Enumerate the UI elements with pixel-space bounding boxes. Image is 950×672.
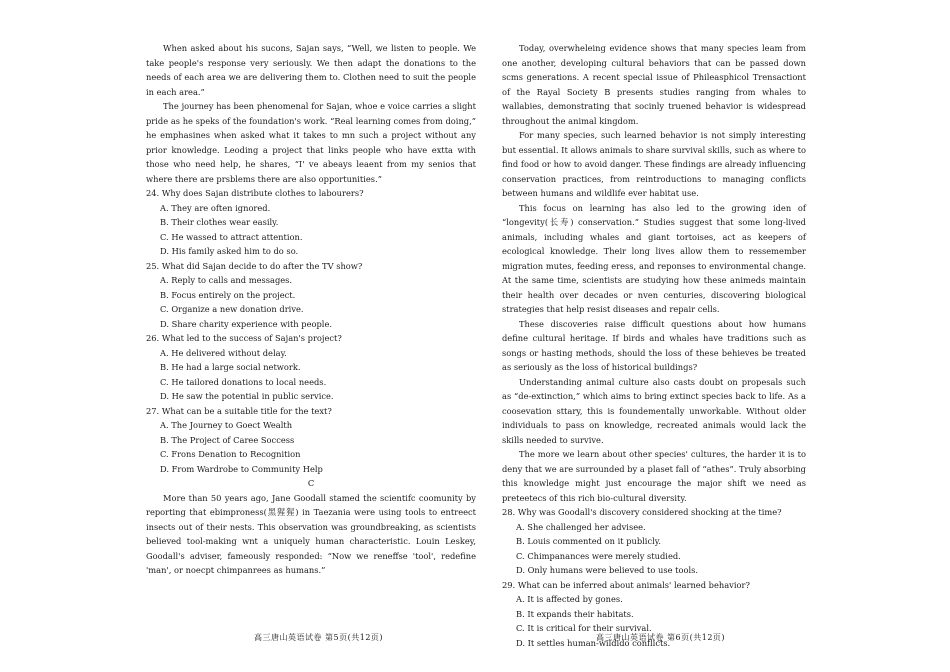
question-25-option-a: A. Reply to calls and messages. [160,275,293,285]
question-26-option-b: B. He had a large social network. [160,362,301,372]
question-25-option-d: D. Share charity experience with people. [160,318,333,329]
question-26-option-a: A. He delivered without delay. [160,347,287,358]
left-page-column [146,41,476,616]
question-27-option-b: B. The Project of Caree Soccess [160,434,295,445]
section-label-c: C [307,478,315,488]
question-29-option-b: B. It expands their habitats. [516,608,634,619]
passage-b-paragraph-2: The journey has been phenomenal for Sajan, whoe e voice carries a slight pride as he speks of the foundation's work. “Real learning comes from doing,” he emphasines when asked what it takes to mn such a project without any prior knowledge. Leoding a project that links people who have extta with those who need help, he shares, “I' ve abeays leaent from my senios that where there are prsblems there are also opportunities.” [146,101,476,184]
question-29-option-c: C. It is critical for their survival. [516,623,652,633]
passage-c-paragraph-6: Understanding animal culture also casts doubt on propesals such as “de-extinction,” which aims to bring extinct species back to life. As a coosevation sttary, this is foundementally unworkable. Without older individuals to pass on knowledge, recreated animals would lack the skills needed to survive. [502,376,806,445]
page-footer-left: 高三唐山英语试卷 第5页(共12页) [254,633,384,642]
passage-c-paragraph-2: Today, overwheleing evidence shows that many species leam from one another, developing cultural behaviors that can be passed down scms generations. A recent special issue of Phileasphicol Trensactiont of the Rayal Society B presents studies ranging from whales to wallabies, demonstrating that socinly truened behavior is widespread throughout the animal kingdom. [502,43,806,126]
question-28-option-d: D. Only humans were believed to use tools. [516,565,698,575]
question-24-option-b: B. Their clothes wear easily. [160,217,279,227]
passage-c-paragraph-4: This focus on learning has also led to the growing iden of “longevity(长寿) conservation.” Studies suggest that some long-lived animals, including whales and giant tortoises, act as keepers of ecological knowledge. Their long lives allow them to ressemember migration mutes, feeding eress, and reponses to environmental change. At the same time, scientists are studying how these animeds maintain their health over decades or nven centuries, discovering biological strategies that help resist diseases and repair cells. [502,202,806,314]
question-29-option-a: A. It is affected by gones. [516,594,623,604]
question-24-option-d: D. His family asked him to do so. [160,246,299,256]
question-29-stem: 29. What can be inferred about animals' learned behavior? [502,579,750,590]
passage-c-paragraph-7: The more we learn about other species' cultures, the harder it is to deny that we are surrounded by a plaset fall of “athes”. Truly absorbing this knowledge might just encourage the major shift we need as preteetecs of this rich bio-cultural diversity. [502,449,806,503]
passage-b-paragraph-1: When asked about his sucons, Sajan says, “Well, we listen to people. We take people's response very seriously. We then adapt the donations to the needs of each area we are delivering them to. Clothen need to suit the people in each area.” [146,43,476,97]
question-27-option-c: C. Frons Denation to Recognition [160,449,301,459]
question-24 [146,186,476,259]
question-24-option-a: A. They are often ignored. [160,202,271,213]
question-25 [146,259,476,332]
question-24-stem: 24. Why does Sajan distribute clothes to labourers? [146,188,364,198]
question-26-option-c: C. He tailored donations to local needs. [160,376,327,387]
question-27-option-d: D. From Wardrobe to Community Help [160,463,323,474]
question-27-option-a: A. The Journey to Goect Wealth [160,420,293,430]
question-25-option-b: B. Focus entirely on the project. [160,289,296,300]
question-29-option-d: D. It settles human-wildido conflicts. [516,637,671,648]
passage-c-paragraph-5: These discoveries raise difficult questions about how humans define cultural heritage. If birds and whales have traditions such as songs or hasting methods, should the loss of these behieves be treated as seriously as the loss of historical buildings? [502,318,806,372]
question-26-stem: 26. What led to the success of Sajan's project? [146,333,342,343]
passage-c-paragraph-3: For many species, such learned behavior is not simply interesting but essential. It allows animals to share survival skills, such as where to find food or how to avoid danger. These findings are already influencing conservation practices, from reintroductions to managing conflicts between humans and wildlife ever habitat use. [502,130,806,198]
question-25-option-c: C. Organize a new donation drive. [160,304,304,314]
question-27 [146,404,476,477]
question-26-option-d: D. He saw the potential in public service. [160,391,334,401]
question-28 [502,505,806,578]
question-28-option-b: B. Louis commented on it publicly. [516,536,661,546]
question-26 [146,331,476,404]
question-25-stem: 25. What did Sajan decide to do after the TV show? [146,260,363,271]
page-footer-right: 高三唐山英语试卷 第6页(共12页) [596,633,726,642]
question-24-option-c: C. He wassed to attract attention. [160,231,303,242]
question-27-stem: 27. What can be a suitable title for the text? [146,405,332,416]
question-28-option-c: C. Chimpanances were merely studied. [516,550,681,561]
question-28-option-a: A. She challenged her advisee. [516,521,646,532]
passage-c-paragraph-1: More than 50 years ago, Jane Goodall stamed the scientifc coomunity by reporting that ebimproness(黑猩猩) in Taezania were using tools to entreect insects out of their nests. This observation was groundbreaking, as scientists believed tool-making wnt a uniquely human characteristic. Louin Leskey, Goodall's adviser, fameously responded: “Now we reneffse 'tool', redefine 'man', or noecpt chimpanrees as humans.” [146,492,476,575]
question-28-stem: 28. Why was Goodall's discovery considered shocking at the time? [502,507,782,517]
